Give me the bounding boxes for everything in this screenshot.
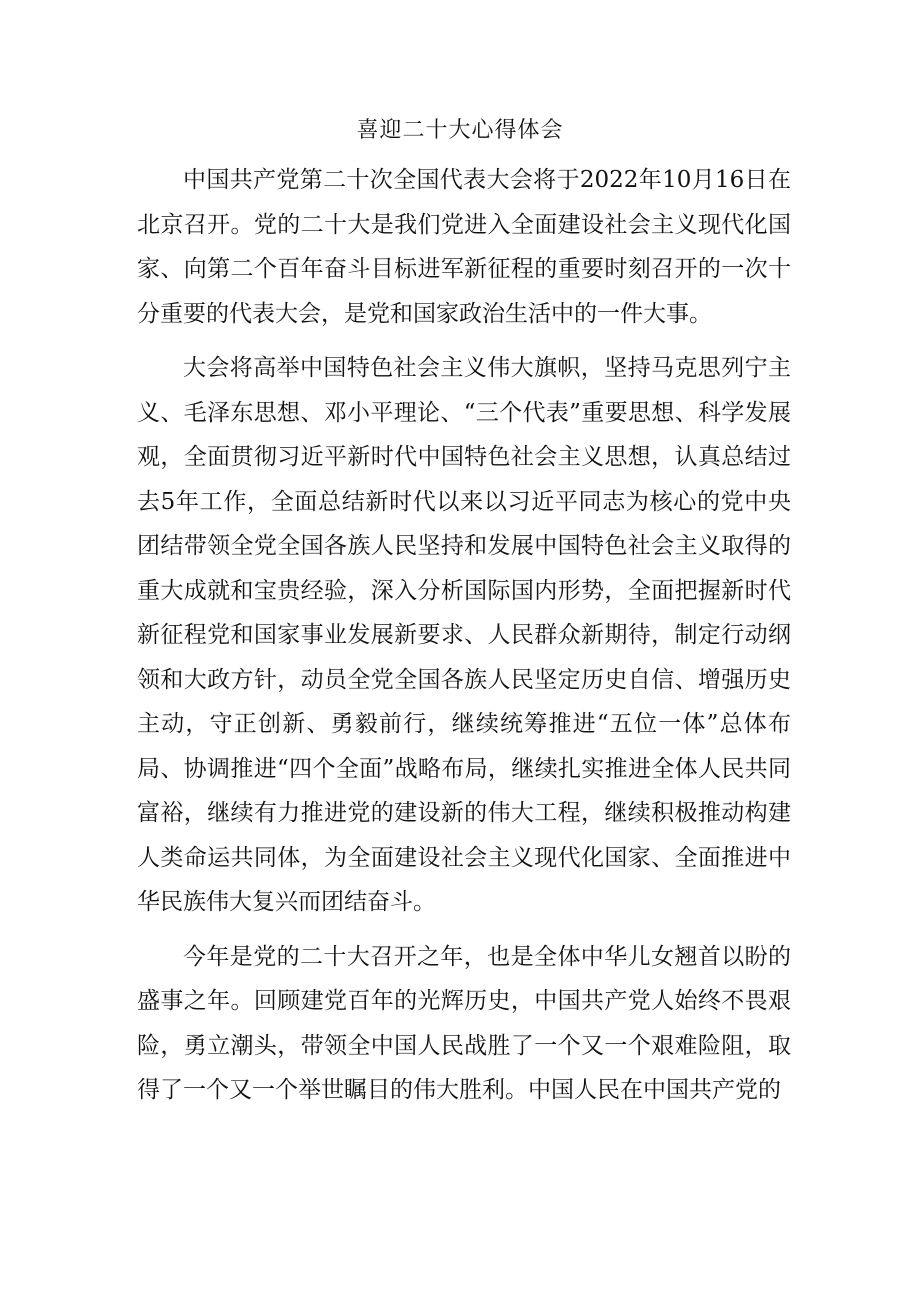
paragraph-2: 大会将高举中国特色社会主义伟大旗帜，坚持马克思列宁主义、毛泽东思想、邓小平理论、“三个代表”重要思想、科学发展观，全面贯彻习近平新时代中国特色社会主义思想，认真总结过去5年工作，全面总结新时代以来以习近平同志为核心的党中央团结带领全党全国各族人民坚持和发展中国特色社会主义取得的重大成就和宝贵经验，深入分析国际国内形势，全面把握新时代新征程党和国家事业发展新要求、人民群众新期待，制定行动纲领和大政方针，动员全党全国各族人民坚定历史自信、增强历史主动，守正创新、勇毅前行，继续统筹推进“五位一体”总体布局、协调推进“四个全面”战略布局，继续扎实推进全体人民共同富裕，继续有力推进党的建设新的伟大工程，继续积极推动构建人类命运共同体，为全面建设社会主义现代化国家、全面推进中华民族伟大复兴而团结奋斗。 [137,355,791,915]
paragraph-1: 中国共产党第二十次全国代表大会将于2022年10月16日在北京召开。党的二十大是我们党进入全面建设社会主义现代化国家、向第二个百年奋斗目标进军新征程的重要时刻召开的一次十分重要的代表大会，是党和国家政治生活中的一件大事。 [137,167,791,327]
document-body [137,158,791,1123]
paragraph-3: 今年是党的二十大召开之年，也是全体中华儿女翘首以盼的盛事之年。回顾建党百年的光辉历史，中国共产党人始终不畏艰险，勇立潮头，带领全中国人民战胜了一个又一个艰难险阻，取得了一个又一个举世瞩目的伟大胜利。中国人民在中国共产党的 [137,943,791,1103]
document-title: 喜迎二十大心得体会 [356,118,564,143]
